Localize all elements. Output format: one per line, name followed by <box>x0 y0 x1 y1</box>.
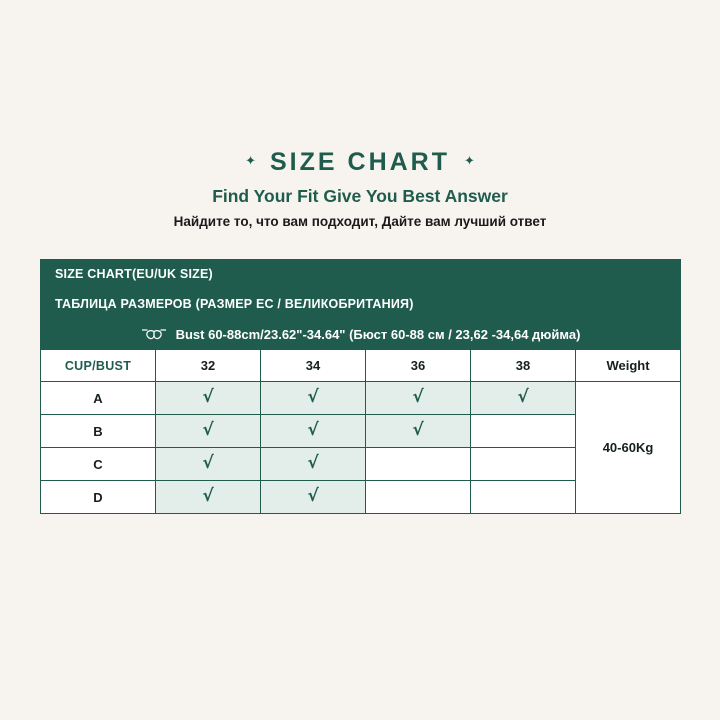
column-header-36: 36 <box>366 350 471 382</box>
column-header-32: 32 <box>156 350 261 382</box>
cell-d-34: √ <box>261 481 366 514</box>
cell-c-36 <box>366 448 471 481</box>
cell-d-36 <box>366 481 471 514</box>
cell-c-38 <box>471 448 576 481</box>
bust-range-band <box>41 320 681 350</box>
cell-a-38: √ <box>471 382 576 415</box>
chart-title-band: SIZE CHART(EU/UK SIZE) <box>41 260 681 289</box>
row-label-c: C <box>41 448 156 481</box>
cell-c-32: √ <box>156 448 261 481</box>
size-chart-table <box>40 259 681 514</box>
row-label-a: A <box>41 382 156 415</box>
cell-a-32: √ <box>156 382 261 415</box>
table-row <box>41 382 681 415</box>
column-header-cup-bust: CUP/BUST <box>41 350 156 382</box>
title-row <box>0 148 720 177</box>
page-subtitle: Find Your Fit Give You Best Answer <box>212 186 508 206</box>
column-header-34: 34 <box>261 350 366 382</box>
page-subtitle-ru: Найдите то, что вам подходит, Дайте вам лучший ответ <box>173 214 547 229</box>
cell-b-34: √ <box>261 415 366 448</box>
page-header <box>0 0 720 229</box>
cell-d-32: √ <box>156 481 261 514</box>
table-row-title <box>41 260 681 289</box>
sparkle-right-icon: ✦ <box>464 153 475 168</box>
column-header-weight: Weight <box>576 350 681 382</box>
bra-icon <box>141 327 167 342</box>
cell-b-32: √ <box>156 415 261 448</box>
weight-value: 40-60Kg <box>576 382 681 514</box>
table-row-title-ru <box>41 289 681 320</box>
table-row-header <box>41 350 681 382</box>
column-header-38: 38 <box>471 350 576 382</box>
page-title: SIZE CHART <box>270 148 450 176</box>
table-row-bust <box>41 320 681 350</box>
row-label-d: D <box>41 481 156 514</box>
row-label-b: B <box>41 415 156 448</box>
bust-range-text: Bust 60-88cm/23.62"-34.64" (Бюст 60-88 см / 23,62 -34,64 дюйма) <box>175 327 581 342</box>
sparkle-left-icon: ✦ <box>245 153 256 168</box>
cell-d-38 <box>471 481 576 514</box>
cell-b-38 <box>471 415 576 448</box>
cell-a-34: √ <box>261 382 366 415</box>
cell-c-34: √ <box>261 448 366 481</box>
size-chart-table-wrapper <box>40 259 680 514</box>
cell-a-36: √ <box>366 382 471 415</box>
cell-b-36: √ <box>366 415 471 448</box>
chart-subtitle-band: ТАБЛИЦА РАЗМЕРОВ (РАЗМЕР ЕС / ВЕЛИКОБРИТАНИЯ) <box>41 289 681 320</box>
